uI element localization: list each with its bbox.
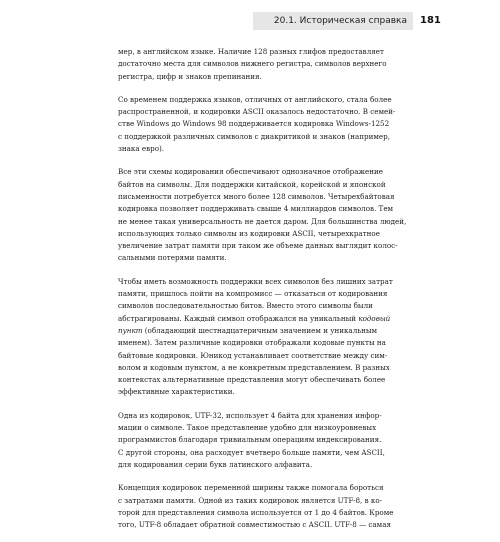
- text-line: [118, 313, 410, 325]
- text-line: Все эти схемы кодирования обеспечивают однозначное отображение: [118, 167, 383, 177]
- text-line: сальными потерями памяти.: [118, 253, 227, 263]
- text-segment: (обладающий шестнадцатеричным значением и уникальным: [142, 325, 378, 335]
- body-text: [118, 46, 410, 542]
- paragraph: [118, 46, 410, 83]
- text-line: с затратами памяти. Одной из таких кодировок является UTF-8, в ко-: [118, 495, 383, 505]
- text-line: Концепция кодировок переменной ширины также помогала бороться: [118, 483, 384, 493]
- text-line: программистов благодаря тривиальным операциям индексирования.: [118, 435, 382, 445]
- text-line: С другой стороны, она расходует вчетверо больше памяти, чем ASCII,: [118, 447, 385, 457]
- text-line: Со временем поддержка языков, отличных от английского, стала более: [118, 94, 392, 104]
- text-line: волом и кодовым пунктом, а не конкретным представлением. В разных: [118, 362, 390, 372]
- text-line: стве Windows до Windows 98 поддерживается кодировка Windows-1252: [118, 119, 390, 129]
- text-line: с поддержкой различных символов с диакритикой и знаков (например,: [118, 131, 390, 141]
- page-number: 181: [420, 15, 441, 26]
- text-line: байтов на символы. Для поддержки китайской, корейской и японской: [118, 179, 386, 189]
- paragraph: [118, 166, 410, 264]
- text-line: кодировка позволяет поддерживать свыше 4 миллиардов символов. Тем: [118, 204, 394, 214]
- text-line: распространенной, и кодировки ASCII оказалось недостаточно. В семей-: [118, 107, 396, 117]
- text-line: именем). Затем различные кодировки отображали кодовые пункты на: [118, 338, 386, 348]
- paragraph: [118, 410, 410, 471]
- text-line: символов последовательностью битов. Вместо этого символы были: [118, 301, 373, 311]
- text-line: письменности потребуется много более 128 символов. Четырехбайтовая: [118, 191, 395, 201]
- italic-term: кодовый: [358, 313, 391, 323]
- text-line: достаточно места для символов нижнего регистра, символов верхнего: [118, 59, 387, 69]
- text-line: памяти, пришлось пойти на компромисс — отказаться от кодирования: [118, 289, 388, 299]
- text-line: увеличение затрат памяти при таком же объеме данных выглядит колос-: [118, 241, 398, 251]
- text-line: эффективные характеристики.: [118, 387, 235, 397]
- text-line: Одна из кодировок, UTF-32, использует 4 байта для хранения инфор-: [118, 410, 382, 420]
- paragraph: [118, 94, 410, 155]
- text-line: Чтобы иметь возможность поддержки всех символов без лишних затрат: [118, 276, 393, 286]
- text-line: использующих только символы из кодировки ASCII, четырехкратное: [118, 228, 380, 238]
- text-segment: абстрагированы. Каждый символ отображался на уникальный: [118, 313, 357, 323]
- text-line: торой для представления символа используется от 1 до 4 байтов. Кроме: [118, 507, 394, 517]
- text-line: мер, в английском языке. Наличие 128 разных глифов предоставляет: [118, 47, 384, 56]
- text-line: того, UTF-8 обладает обратной совместимостью с ASCII. UTF-8 — самая: [118, 520, 391, 530]
- running-header: 20.1. Историческая справка: [253, 12, 413, 30]
- paragraph: [118, 482, 410, 531]
- text-line: [118, 325, 410, 337]
- text-line: не менее такая универсальность не дается даром. Для большинства людей,: [118, 216, 407, 226]
- text-line: мации о символе. Такое представление удобно для низкоуровневых: [118, 423, 377, 433]
- text-line: знака евро).: [118, 144, 165, 154]
- text-line: байтовые кодировки. Юникод устанавливает соответствие между сим-: [118, 350, 388, 360]
- text-line: для кодирования серии букв латинского алфавита.: [118, 459, 313, 469]
- italic-term-continued: пункт: [118, 325, 143, 335]
- paragraph: [118, 276, 410, 399]
- text-line: контекстах альтернативные представления могут обеспечивать более: [118, 375, 386, 385]
- text-line: регистра, цифр и знаков препинания.: [118, 71, 262, 81]
